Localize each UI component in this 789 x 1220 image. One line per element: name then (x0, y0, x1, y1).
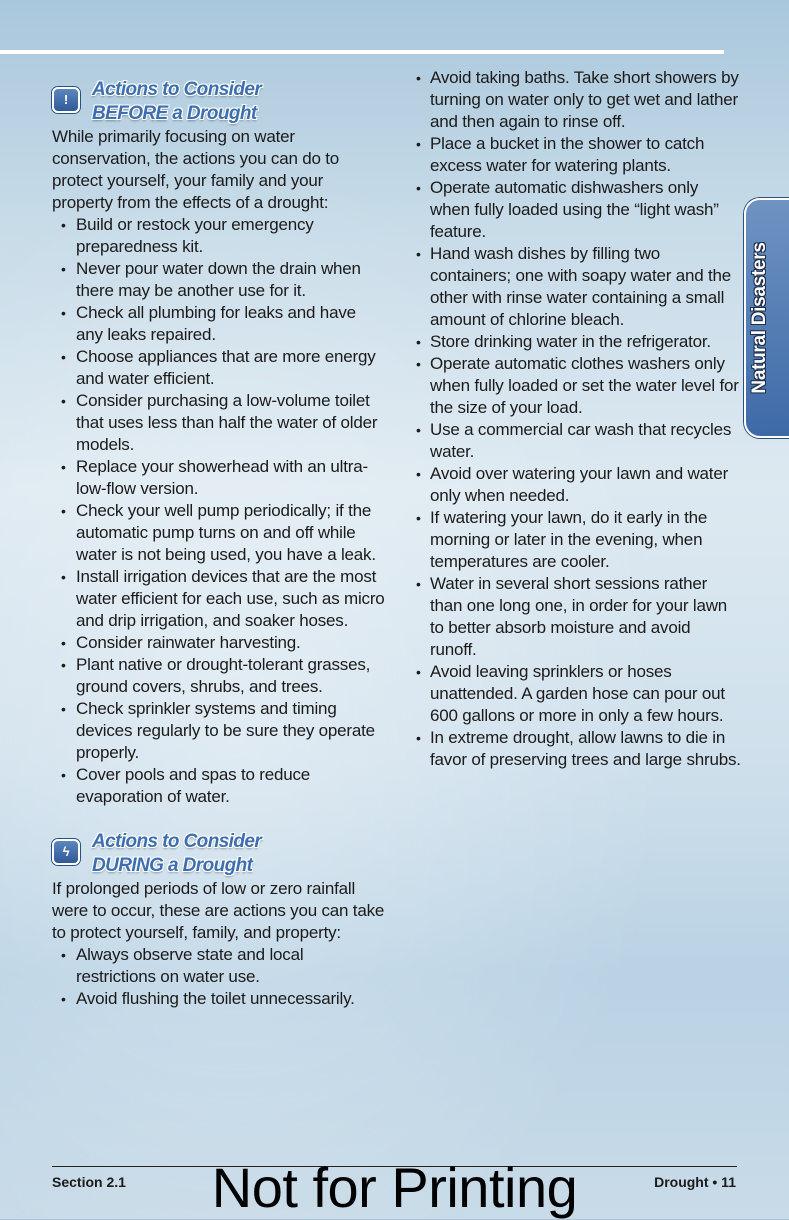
during-heading-line2: DURING a Drought (92, 855, 253, 876)
list-item: • Place a bucket in the shower to catch excess water for watering plants. (416, 133, 741, 177)
section-tab-label: Natural Disasters (749, 242, 770, 394)
list-item: • Store drinking water in the refrigerator. (416, 331, 741, 353)
list-item: • If watering your lawn, do it early in the morning or later in the evening, when temperatures are cooler. (416, 507, 741, 573)
during-heading (52, 830, 387, 878)
list-item: • Cover pools and spas to reduce evaporation of water. (52, 764, 387, 808)
during-list-continued (416, 67, 741, 771)
before-heading-line2: BEFORE a Drought (92, 103, 257, 124)
watermark: Not for Printing (211, 1156, 578, 1219)
list-item: • Plant native or drought-tolerant grasses, ground covers, shrubs, and trees. (52, 654, 387, 698)
list-item: • Check your well pump periodically; if the automatic pump turns on and off while water is not being used, you have a leak. (52, 500, 387, 566)
info-icon: ! (52, 87, 80, 113)
list-item: • Consider purchasing a low-volume toilet that uses less than half the water of older models. (52, 390, 387, 456)
before-heading (52, 78, 387, 126)
list-item: • Avoid taking baths. Take short showers by turning on water only to get wet and lather and then again to rinse off. (416, 67, 741, 133)
before-list (52, 214, 387, 808)
list-item: • Water in several short sessions rather than one long one, in order for your lawn to better absorb moisture and avoid runoff. (416, 573, 741, 661)
list-item: • Use a commercial car wash that recycles water. (416, 419, 741, 463)
list-item: • Never pour water down the drain when there may be another use for it. (52, 258, 387, 302)
list-item: • Avoid flushing the toilet unnecessarily. (52, 988, 387, 1010)
during-intro: If prolonged periods of low or zero rainfall were to occur, these are actions you can take to protect yourself, family, and property: (52, 879, 385, 942)
left-column (52, 78, 387, 1010)
list-item: • Avoid over watering your lawn and water only when needed. (416, 463, 741, 507)
list-item: • Operate automatic clothes washers only when fully loaded or set the water level for the size of your load. (416, 353, 741, 419)
top-rule (0, 50, 724, 54)
footer-section: Section 2.1 (52, 1174, 126, 1190)
section-tab (744, 198, 789, 438)
footer-page-number: Drought • 11 (654, 1174, 736, 1190)
list-item: • Consider rainwater harvesting. (52, 632, 387, 654)
list-item: • Choose appliances that are more energy and water efficient. (52, 346, 387, 390)
list-item: • Replace your showerhead with an ultra-low-flow version. (52, 456, 387, 500)
list-item: • Avoid leaving sprinklers or hoses unattended. A garden hose can pour out 600 gallons or more in only a few hours. (416, 661, 741, 727)
before-heading-line1: Actions to Consider (92, 79, 262, 100)
list-item: • Hand wash dishes by filling two containers; one with soapy water and the other with rinse water containing a small amount of chlorine bleach. (416, 243, 741, 331)
during-list (52, 944, 387, 1010)
list-item: • Check all plumbing for leaks and have any leaks repaired. (52, 302, 387, 346)
list-item: • Operate automatic dishwashers only when fully loaded using the “light wash” feature. (416, 177, 741, 243)
before-intro: While primarily focusing on water conservation, the actions you can do to protect yourself, your family and your property from the effects of a drought: (52, 127, 340, 212)
list-item: • Install irrigation devices that are the most water efficient for each use, such as micro and drip irrigation, and soaker hoses. (52, 566, 387, 632)
list-item: • Build or restock your emergency preparedness kit. (52, 214, 387, 258)
during-heading-line1: Actions to Consider (92, 831, 262, 852)
right-column (416, 67, 741, 771)
lightning-icon: ϟ (52, 839, 80, 865)
list-item: • Check sprinkler systems and timing devices regularly to be sure they operate properly. (52, 698, 387, 764)
list-item: • In extreme drought, allow lawns to die in favor of preserving trees and large shrubs. (416, 727, 741, 771)
list-item: • Always observe state and local restrictions on water use. (52, 944, 387, 988)
